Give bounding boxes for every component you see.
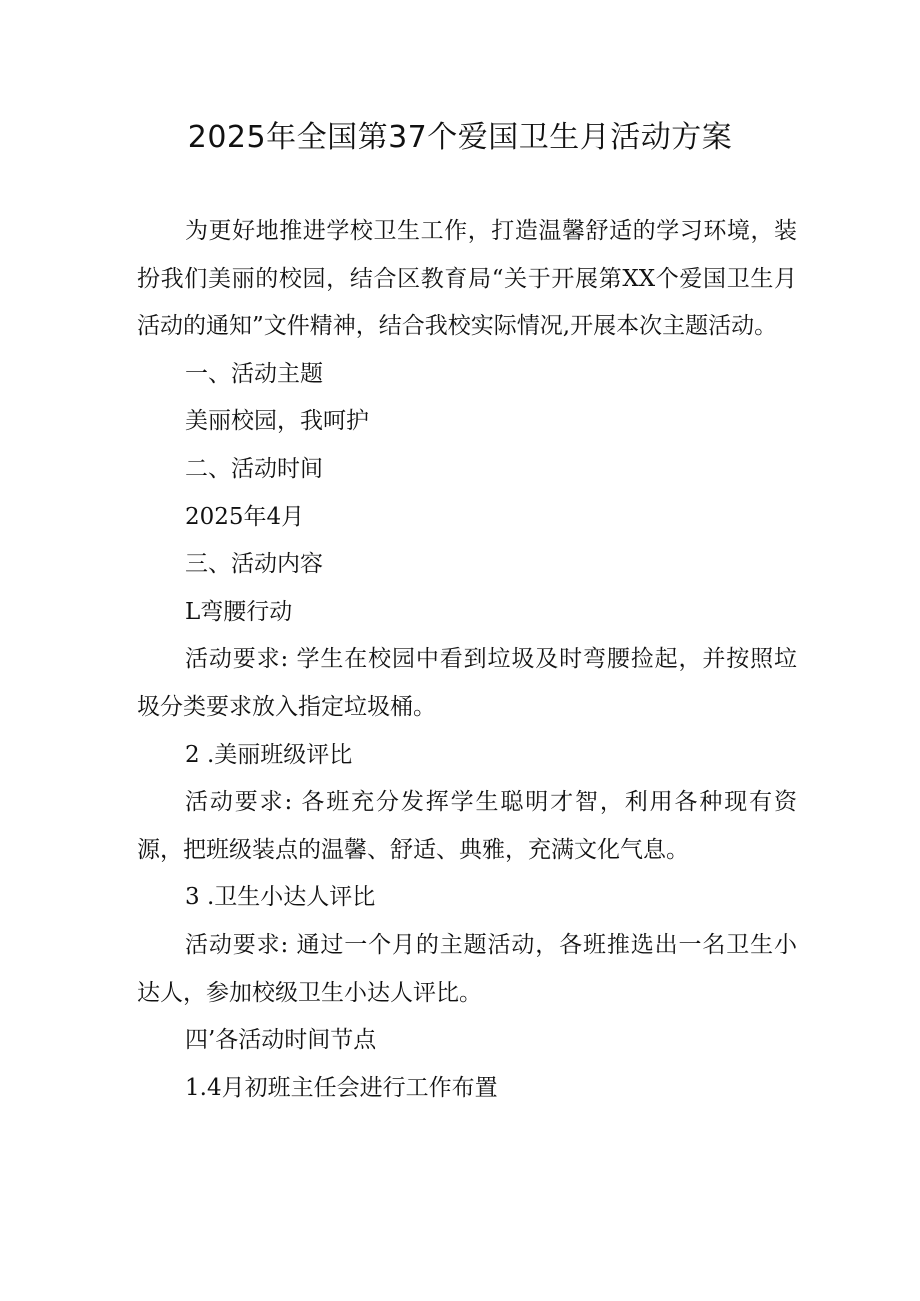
section-heading-theme: 一、活动主题 <box>185 360 323 387</box>
intro-paragraph: 为更好地推进学校卫生工作，打造温馨舒适的学习环境，装扮我们美丽的校园，结合区教育局“关于开展第XX个爱国卫生月活动的通知”文件精神，结合我校实际情况,开展本次主题活动。 <box>137 218 797 340</box>
activity-3-title: 3 .卫生小达人评比 <box>185 884 376 911</box>
document-title: 2025年全国第37个爱国卫生月活动方案 <box>187 120 733 155</box>
activity-1-requirement: 活动要求: 学生在校园中看到垃圾及时弯腰捡起，并按照垃圾分类要求放入指定垃圾桶。 <box>137 646 797 720</box>
section-heading-timeline: 四’各活动时间节点 <box>185 1027 377 1054</box>
document-body <box>137 208 797 1112</box>
theme-content: 美丽校园，我呵护 <box>185 408 369 435</box>
section-heading-content: 三、活动内容 <box>185 551 323 578</box>
activity-1-title: L弯腰行动 <box>185 598 293 625</box>
activity-2-requirement: 活动要求: 各班充分发挥学生聪明才智，利用各种现有资源，把班级装点的温馨、舒适、典雅，充满文化气息。 <box>137 789 797 863</box>
section-heading-time: 二、活动时间 <box>185 455 323 482</box>
time-content: 2025年4月 <box>185 503 305 530</box>
timeline-item-1: 1.4月初班主任会进行工作布置 <box>185 1074 498 1101</box>
activity-3-requirement: 活动要求: 通过一个月的主题活动，各班推选出一名卫生小达人，参加校级卫生小达人评比。 <box>137 931 797 1006</box>
activity-2-title: 2 .美丽班级评比 <box>185 741 353 768</box>
